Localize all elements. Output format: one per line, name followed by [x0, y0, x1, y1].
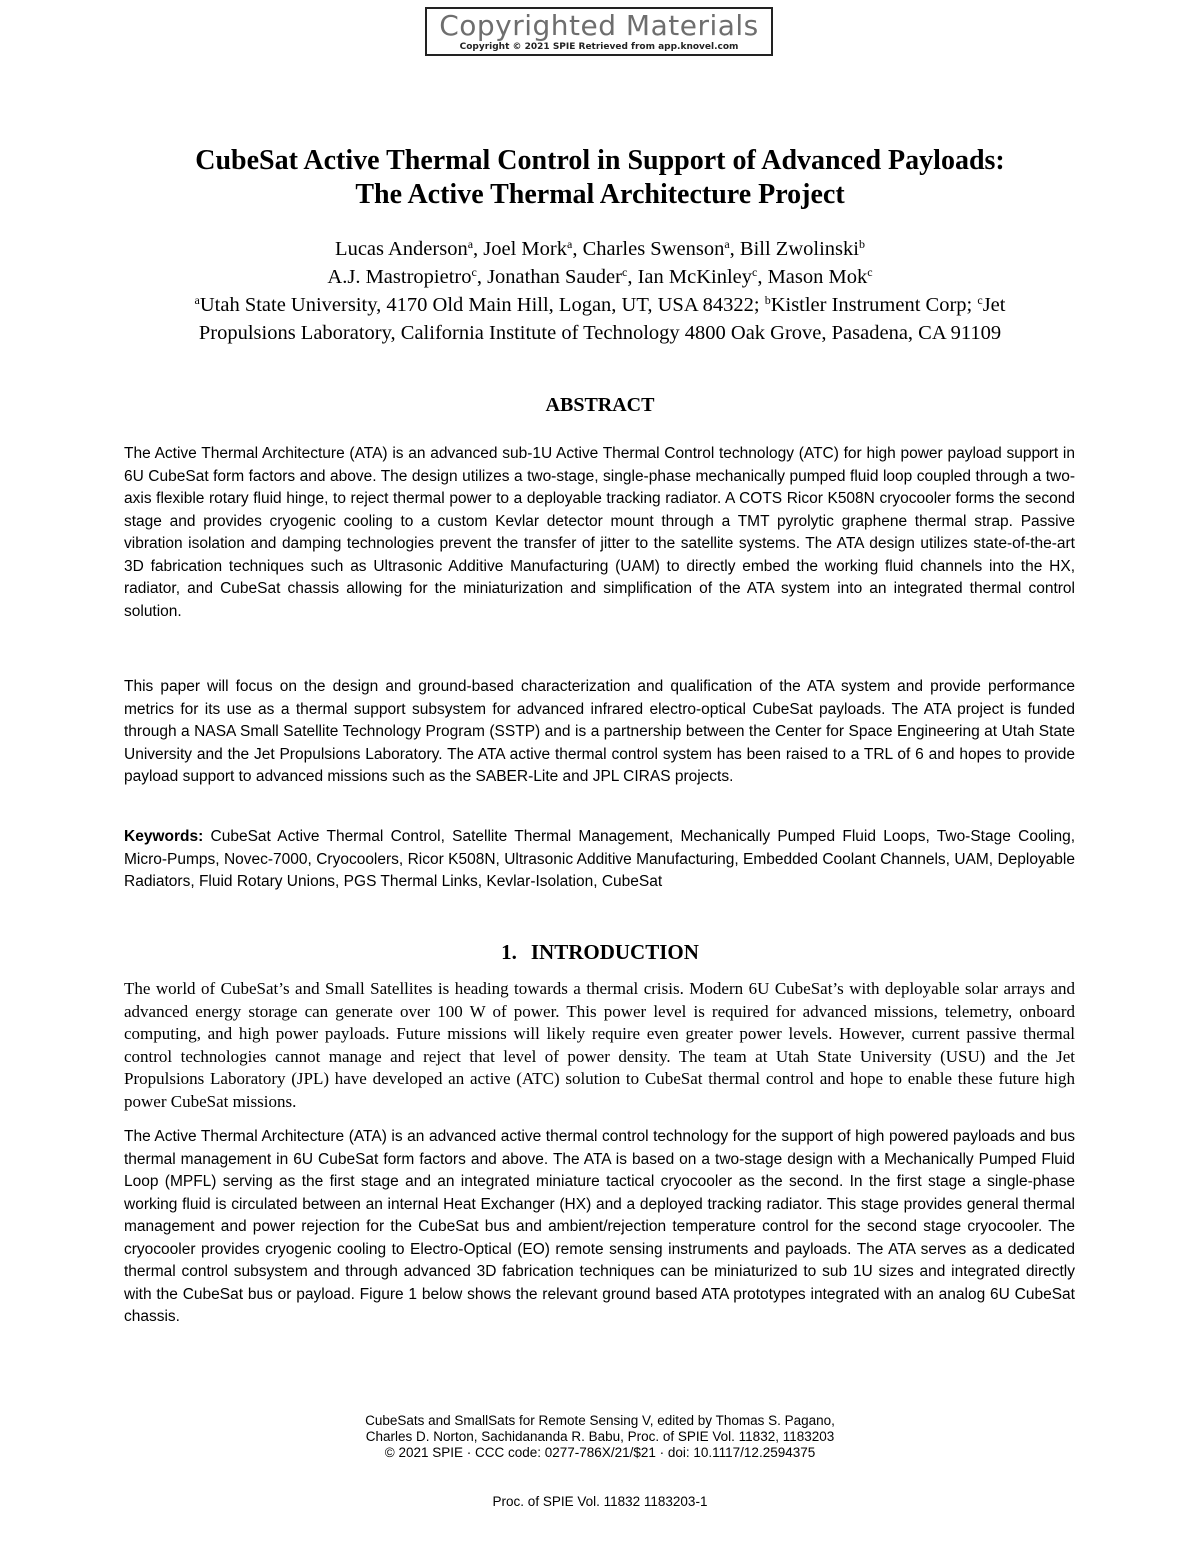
affiliation-text: Kistler Instrument Corp;: [770, 294, 978, 316]
author-sup: c: [471, 265, 477, 279]
author-sup: a: [724, 237, 730, 251]
affiliation-text: Utah State University, 4170 Old Main Hill, Logan, UT, USA 84322;: [199, 294, 765, 316]
author-separator: ,: [757, 266, 768, 288]
keywords-list: CubeSat Active Thermal Control, Satellite Thermal Management, Mechanically Pumped Fluid Loops, Two-Stage Cooling, Micro-Pumps, Novec-7000, Cryocoolers, Ricor K508N, Ultrasonic Additive Manufacturing, Embedded Coolant Channels, UAM, Deployable Radiators, Fluid Rotary Unions, PGS Thermal Links, Kevlar-Isolation, CubeSat: [124, 828, 1075, 890]
abstract-paragraph-2: This paper will focus on the design and ground-based characterization and qualification of the ATA system and provide performance metrics for its use as a thermal support subsystem for advanced infrared electro-optical CubeSat payloads. The ATA project is funded through a NASA Small Satellite Technology Program (SSTP) and is a partnership between the Center for Space Engineering at Utah State University and the Jet Propulsions Laboratory. The ATA active thermal control system has been raised to a TRL of 6 and hopes to provide payload support to advanced missions such as the SABER-Lite and JPL CIRAS projects.: [124, 678, 1075, 785]
author-sup: b: [858, 237, 865, 251]
affiliation-line-1: [60, 291, 1140, 319]
keywords-label: Keywords:: [124, 828, 204, 845]
footer-line-2: Charles D. Norton, Sachidananda R. Babu, Proc. of SPIE Vol. 11832, 1183203: [365, 1429, 835, 1444]
affiliation-sup: c: [977, 293, 983, 307]
author-sup: c: [867, 265, 873, 279]
affiliation-sup: b: [764, 293, 771, 307]
stamp-subtitle: Copyright © 2021 SPIE Retrieved from app.knovel.com: [459, 42, 739, 52]
abstract-paragraph-1: The Active Thermal Architecture (ATA) is an advanced sub-1U Active Thermal Control technology (ATC) for high power payload support in 6U CubeSat form factors and above. The design utilizes a two-stage, single-phase mechanically pumped fluid loop coupled through a two-axis flexible rotary fluid hinge, to reject thermal power to a deployable tracking radiator. A COTS Ricor K508N cryocooler forms the second stage and provides cryogenic cooling to a custom Kevlar detector mount through a TMT pyrolytic graphene thermal strap. Passive vibration isolation and damping technologies prevent the transfer of jitter to the satellite systems. The ATA design utilizes state-of-the-art 3D fabrication techniques such as Ultrasonic Additive Manufacturing (UAM) to directly embed the working fluid channels into the HX, radiator, and CubeSat chassis allowing for the miniaturization and simplification of the ATA system into an integrated thermal control solution.: [124, 445, 1075, 620]
author-name: Bill Zwolinski: [739, 238, 859, 260]
author-name: Joel Mork: [483, 238, 567, 260]
author-sup: a: [467, 237, 474, 251]
citation-footer: [250, 1413, 950, 1461]
section-title: INTRODUCTION: [530, 940, 699, 964]
author-separator: ,: [572, 238, 583, 260]
paper-title: [60, 144, 1140, 212]
copyright-stamp: [425, 7, 773, 56]
footer-line-1: CubeSats and SmallSats for Remote Sensing V, edited by Thomas S. Pagano,: [365, 1413, 835, 1428]
stamp-title: Copyrighted Materials: [439, 9, 759, 42]
affiliation-text: Jet: [982, 294, 1006, 316]
author-line-1: [60, 235, 1140, 263]
section-number: 1.: [501, 940, 517, 964]
author-name: A.J. Mastropietro: [327, 266, 472, 288]
author-separator: ,: [473, 238, 484, 260]
author-name: Ian McKinley: [637, 266, 752, 288]
author-sup: c: [751, 265, 758, 279]
introduction-heading: [60, 938, 1140, 966]
abstract-heading: ABSTRACT: [545, 394, 655, 416]
introduction-paragraph-2: The Active Thermal Architecture (ATA) is an advanced active thermal control technology for the support of high powered payloads and bus thermal management in 6U CubeSat form factors and above. The ATA is based on a two-stage design with a Mechanically Pumped Fluid Loop (MPFL) serving as the first stage and an integrated miniature tactical cryocooler as the second. In the first stage a single-phase working fluid is circulated between an internal Heat Exchanger (HX) and a deployed tracking radiator. This stage provides general thermal management and power rejection for the CubeSat bus and ambient/rejection temperature control for the second stage cryocooler. The cryocooler provides cryogenic cooling to Electro-Optical (EO) remote sensing instruments and payloads. The ATA serves as a dedicated thermal control subsystem and through advanced 3D fabrication techniques can be miniaturized to sub 1U sizes and integrated directly with the CubeSat bus or payload. Figure 1 below shows the relevant ground based ATA prototypes integrated with an analog 6U CubeSat chassis.: [124, 1128, 1075, 1325]
author-name: Lucas Anderson: [335, 238, 468, 260]
footer-line-3: © 2021 SPIE · CCC code: 0277-786X/21/$21 · doi: 10.1117/12.2594375: [384, 1445, 816, 1460]
author-sup: a: [566, 237, 573, 251]
author-sup: c: [621, 265, 628, 279]
author-separator: ,: [627, 266, 638, 288]
author-name: Mason Mok: [767, 266, 868, 288]
affiliation-line-2: Propulsions Laboratory, California Institute of Technology 4800 Oak Grove, Pasadena, CA 91109: [198, 322, 1002, 344]
author-name: Charles Swenson: [582, 238, 725, 260]
introduction-paragraph-1: The world of CubeSat’s and Small Satellites is heading towards a thermal crisis. Modern 6U CubeSat’s with deployable solar arrays and advanced energy storage can generate over 100 W of power. This power level is required for advanced missions, telemetry, onboard computing, and high power payloads. Future missions will likely require even greater power levels. However, current passive thermal control technologies cannot manage and reject that level of power density. The team at Utah State University (USU) and the Jet Propulsions Laboratory (JPL) have developed an active (ATC) solution to CubeSat thermal control and hope to enable these future high power CubeSat missions.: [124, 979, 1075, 1111]
keywords-paragraph: [124, 826, 1075, 894]
author-name: Jonathan Sauder: [487, 266, 622, 288]
author-separator: ,: [476, 266, 488, 288]
author-separator: ,: [729, 238, 740, 260]
page-identifier: Proc. of SPIE Vol. 11832 1183203-1: [492, 1494, 708, 1509]
title-line-2: The Active Thermal Architecture Project: [355, 179, 845, 210]
affiliation-sup: a: [194, 293, 200, 307]
title-line-1: CubeSat Active Thermal Control in Support of Advanced Payloads:: [195, 145, 1005, 176]
author-line-2: [60, 263, 1140, 291]
author-block: [60, 235, 1140, 347]
